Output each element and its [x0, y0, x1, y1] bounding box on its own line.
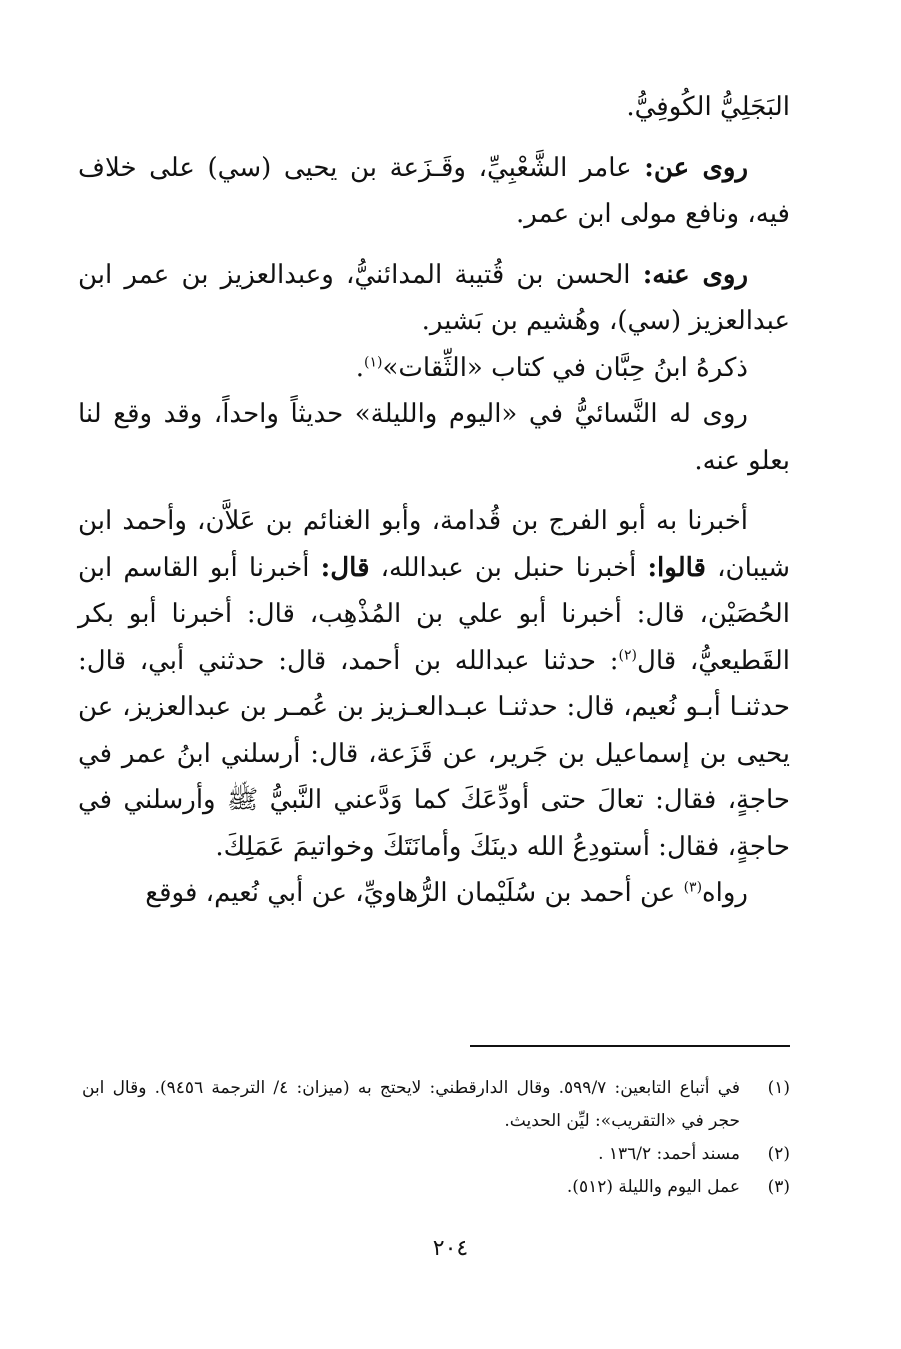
riwaya-anhu-label: روى عنه: [642, 259, 748, 290]
heading-line [78, 84, 790, 131]
dhikr-paragraph [78, 345, 790, 392]
main-text [78, 84, 790, 917]
footnote-number: (٢) [767, 1144, 790, 1164]
riwaya-anhu-paragraph [78, 252, 790, 345]
rawahu-text: عن أحمد بن سُلَيْمان الرُّهاويِّ، عن أبي نُعيم، فوقع [145, 878, 684, 908]
isnad-part1: أخبرنا به أبو الفرج بن قُدامة، وأبو الغنائم بن عَلاَّن، وأحمد ابن شيبان، [78, 506, 791, 583]
footnote-text: عمل اليوم والليلة (٥١٢). [566, 1177, 740, 1197]
isnad-part2: أخبرنا حنبل بن عبدالله، [369, 552, 648, 583]
footnote-ref-3: (٣) [683, 879, 703, 896]
isnad-qal: قال: [320, 552, 370, 583]
riwaya-an-label: روى عن: [644, 152, 749, 183]
isnad-paragraph [78, 498, 790, 870]
footnote-1 [82, 1072, 790, 1138]
footnote-number: (٣) [767, 1177, 790, 1197]
footnote-2 [82, 1138, 790, 1171]
footnote-text: في أتباع التابعين: ٥٩٩/٧. وقال الدارقطني: لايحتج به (ميزان: ٤/ الترجمة ٩٤٥٦). وقال ابن حجر في «التقريب»: ليِّن الحديث. [82, 1078, 741, 1131]
isnad-part3: أخبرنا أبو القاسم ابن الحُصَيْن، قال: أخبرنا أبو علي بن المُذْهِب، قال: أخبرنا أبو بكر القَطيعيُّ، قال [78, 552, 790, 676]
rawahu-paragraph [78, 870, 790, 917]
nasai-text: روى له النَّسائيُّ في «اليوم والليلة» حديثاً واحداً، وقد وقع لنا بعلو عنه. [78, 399, 790, 476]
riwaya-an-text: عامر الشَّعْبِيِّ، وقَـزَعة بن يحيى (سي) على خلاف فيه، ونافع مولى ابن عمر. [78, 152, 790, 229]
nasai-paragraph [78, 391, 790, 484]
isnad-qalu: قالوا: [647, 552, 706, 583]
footnote-text: مسند أحمد: ١٣٦/٢ . [598, 1144, 740, 1164]
footnote-number: (١) [767, 1078, 790, 1098]
footnote-3 [82, 1171, 790, 1204]
footnote-ref-2: (٢) [618, 646, 637, 663]
page-number: ٢٠٤ [432, 1236, 469, 1261]
dhikr-end: . [355, 352, 365, 383]
footnote-ref-1: (١) [364, 353, 383, 370]
isnad-part4: : حدثنا عبدالله بن أحمد، قال: حدثني أبي، قال: حدثنـا أبـو نُعيم، قال: حدثنـا عبـدالعـزيز بن عُمـر بن عبدالعزيز، عن يحيى بن إسماعيل بن جَرير، عن قَزَعة، قال: أرسلني ابنُ عمر في حاجةٍ، فقال: تعالَ حتى أودِّعَكَ كما وَدَّعني النَّبيُّ ﷺ وأرسلني في حاجةٍ، فقال: أستودِعُ الله دينَكَ وأمانَتَكَ وخواتيمَ عَمَلِكَ. [78, 645, 790, 862]
footnotes [82, 1072, 790, 1204]
riwaya-an-paragraph [78, 145, 790, 238]
heading-line-text: البَجَلِيُّ الكُوفِيُّ. [626, 92, 790, 122]
dhikr-text: ذكرهُ ابنُ حِبَّان في كتاب «الثِّقات» [382, 352, 748, 383]
rawahu-start: رواه [702, 878, 748, 908]
riwaya-anhu-text: الحسن بن قُتيبة المدائنيُّ، وعبدالعزيز بن عمر ابن عبدالعزيز (سي)، وهُشيم بن بَشير. [78, 259, 790, 336]
footnote-divider [470, 1045, 790, 1047]
